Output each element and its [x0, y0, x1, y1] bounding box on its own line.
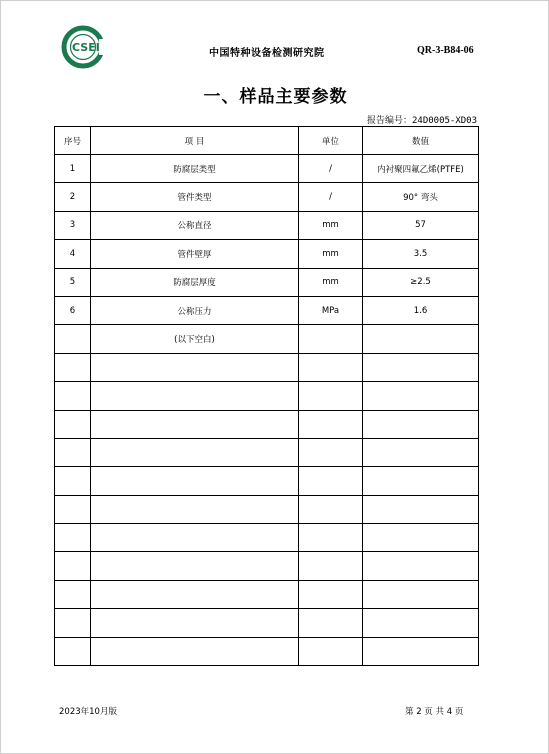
cell-value: 57 — [363, 211, 479, 239]
cell-index: 4 — [55, 240, 91, 268]
header-index: 序号 — [55, 127, 91, 155]
cell-value — [363, 552, 479, 580]
cell-index — [55, 353, 91, 381]
cell-value: 90° 弯头 — [363, 183, 479, 211]
svg-text:CSEI: CSEI — [72, 41, 100, 54]
cell-index: 3 — [55, 211, 91, 239]
header-unit: 单位 — [299, 127, 363, 155]
page-title: 一、样品主要参数 — [203, 87, 348, 107]
cell-item: 公称压力 — [91, 296, 299, 324]
cell-unit — [299, 410, 363, 438]
cell-value: 1.6 — [363, 296, 479, 324]
cell-index — [55, 609, 91, 637]
cell-item — [91, 552, 299, 580]
cell-item — [91, 495, 299, 523]
cell-value: ≥2.5 — [363, 268, 479, 296]
cell-unit — [299, 495, 363, 523]
table-row — [55, 240, 479, 268]
cell-unit — [299, 637, 363, 665]
table-row — [55, 353, 479, 381]
cell-unit: mm — [299, 211, 363, 239]
cell-value — [363, 580, 479, 608]
cell-unit: MPa — [299, 296, 363, 324]
cell-unit — [299, 382, 363, 410]
cell-index: 1 — [55, 155, 91, 183]
cell-value — [363, 467, 479, 495]
cell-unit: mm — [299, 240, 363, 268]
cell-item: 管件类型 — [91, 183, 299, 211]
header-value: 数值 — [363, 127, 479, 155]
table-row — [55, 211, 479, 239]
cell-item — [91, 353, 299, 381]
cell-unit: / — [299, 183, 363, 211]
cell-item: 公称直径 — [91, 211, 299, 239]
cell-item — [91, 438, 299, 466]
cell-index — [55, 495, 91, 523]
cell-value — [363, 382, 479, 410]
cell-unit — [299, 467, 363, 495]
table-row — [55, 524, 479, 552]
cell-index: 5 — [55, 268, 91, 296]
cell-index — [55, 382, 91, 410]
report-number: 报告编号：24D0005-XD03 — [367, 116, 478, 126]
cell-value — [363, 637, 479, 665]
cell-index — [55, 580, 91, 608]
cell-index: 2 — [55, 183, 91, 211]
cell-item — [91, 637, 299, 665]
header-item: 项 目 — [91, 127, 299, 155]
cell-index — [55, 467, 91, 495]
table-row — [55, 382, 479, 410]
table-row — [55, 580, 479, 608]
table-row — [55, 552, 479, 580]
cell-unit — [299, 609, 363, 637]
cell-unit — [299, 580, 363, 608]
table-row — [55, 438, 479, 466]
cell-item — [91, 410, 299, 438]
cell-value — [363, 495, 479, 523]
table-row — [55, 268, 479, 296]
cell-unit — [299, 524, 363, 552]
cell-index — [55, 325, 91, 353]
cell-item — [91, 467, 299, 495]
table-header-row — [55, 127, 479, 155]
cell-value — [363, 353, 479, 381]
table-row — [55, 183, 479, 211]
table-row — [55, 467, 479, 495]
cell-value — [363, 609, 479, 637]
table-row — [55, 325, 479, 353]
cell-item — [91, 382, 299, 410]
organization-name: 中国特种设备检测研究院 — [209, 48, 325, 59]
table-row — [55, 410, 479, 438]
cell-unit — [299, 438, 363, 466]
cell-index — [55, 524, 91, 552]
edition-note: 2023年10月版 — [59, 707, 117, 717]
cell-item: (以下空白) — [91, 325, 299, 353]
cell-unit: mm — [299, 268, 363, 296]
cell-index — [55, 410, 91, 438]
cell-item: 管件壁厚 — [91, 240, 299, 268]
cell-value: 内衬聚四氟乙烯(PTFE) — [363, 155, 479, 183]
table-row — [55, 155, 479, 183]
cell-value: 3.5 — [363, 240, 479, 268]
cell-index — [55, 637, 91, 665]
cell-item — [91, 580, 299, 608]
cell-index: 6 — [55, 296, 91, 324]
cell-item: 防腐层厚度 — [91, 268, 299, 296]
table-row — [55, 637, 479, 665]
cell-unit: / — [299, 155, 363, 183]
table-row — [55, 296, 479, 324]
table-row — [55, 495, 479, 523]
page-number: 第 2 页 共 4 页 — [405, 707, 464, 717]
cell-unit — [299, 353, 363, 381]
sample-parameters-table — [54, 126, 479, 666]
cell-item — [91, 524, 299, 552]
table-row — [55, 609, 479, 637]
cell-value — [363, 438, 479, 466]
csei-logo — [61, 25, 105, 69]
cell-value — [363, 325, 479, 353]
cell-value — [363, 410, 479, 438]
cell-unit — [299, 552, 363, 580]
cell-unit — [299, 325, 363, 353]
cell-index — [55, 552, 91, 580]
cell-index — [55, 438, 91, 466]
cell-item: 防腐层类型 — [91, 155, 299, 183]
cell-value — [363, 524, 479, 552]
cell-item — [91, 609, 299, 637]
document-code: QR-3-B84-06 — [417, 45, 474, 56]
